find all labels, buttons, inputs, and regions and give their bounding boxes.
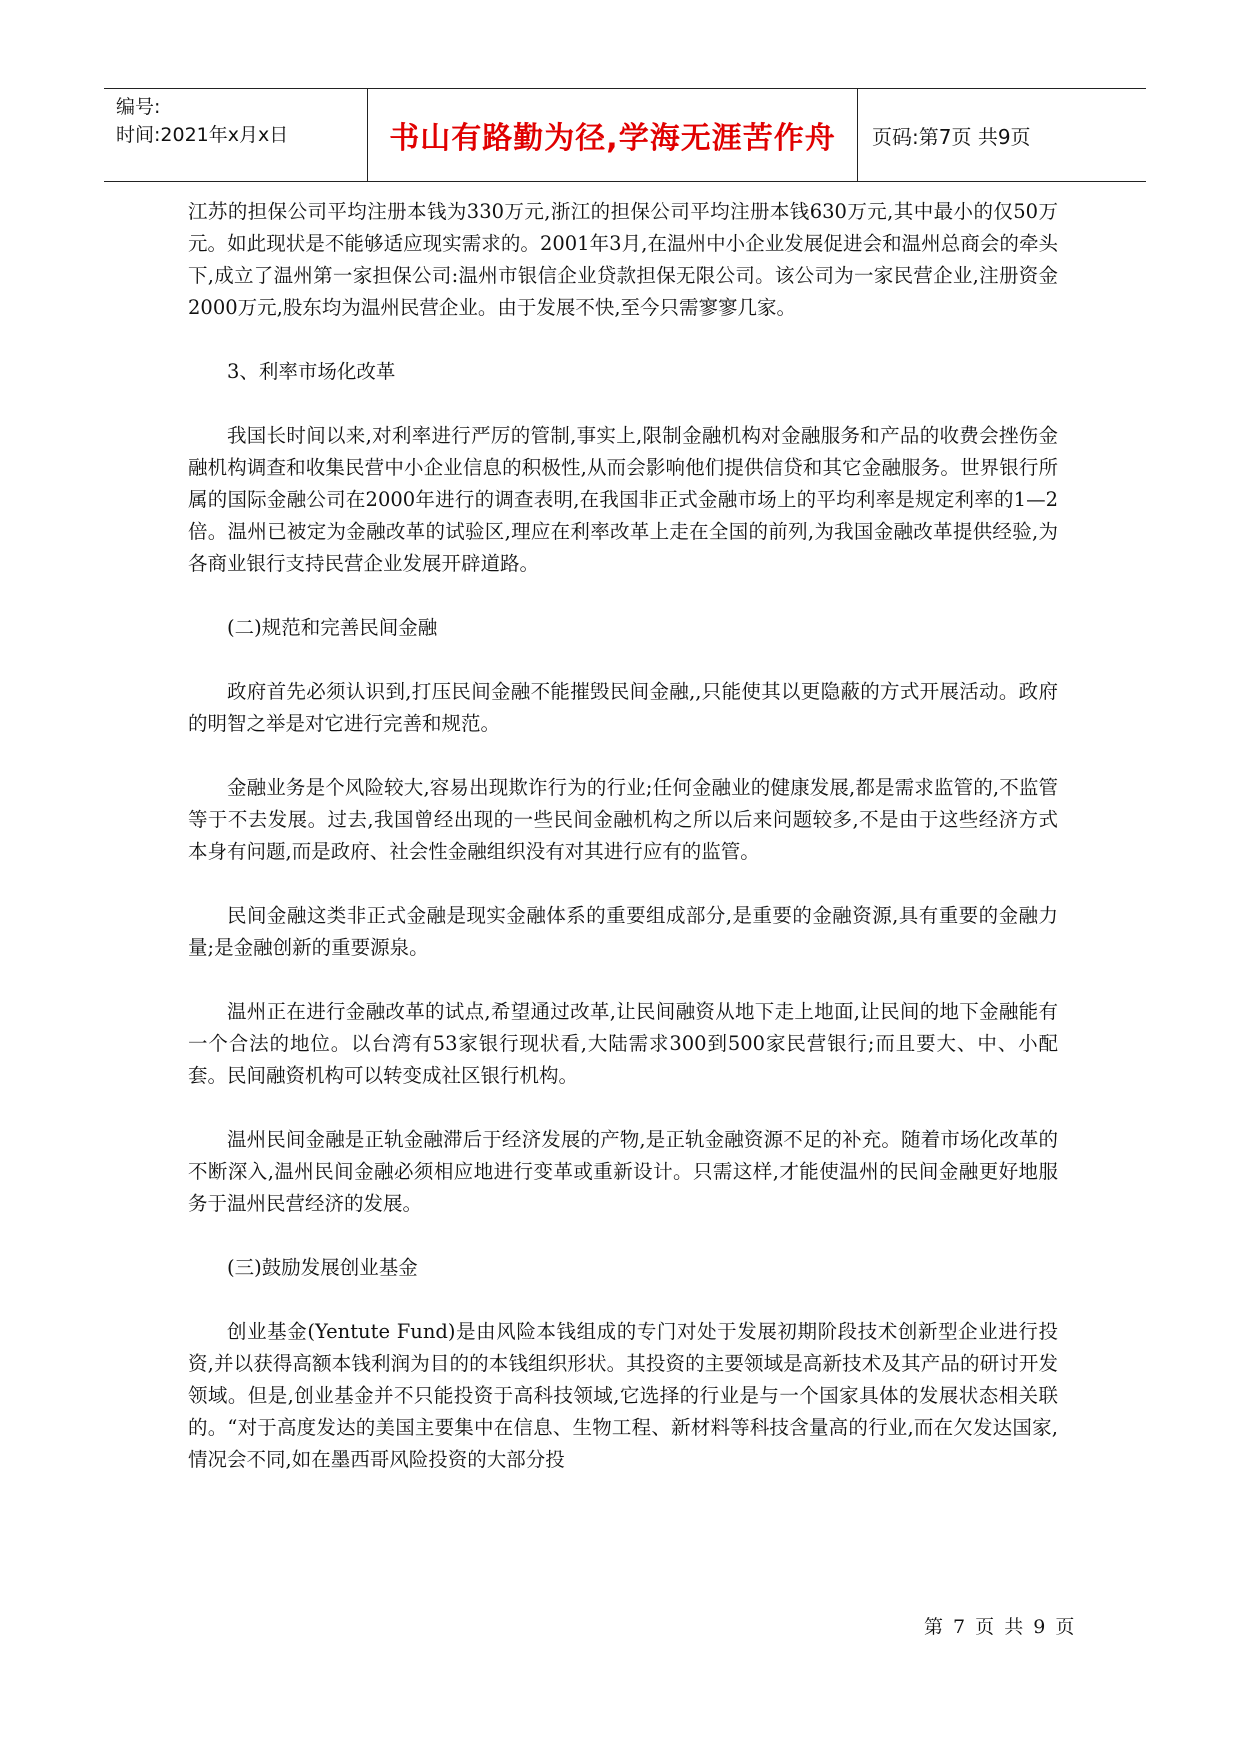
section-heading: 3、利率市场化改革 [227,360,396,383]
paragraph: 金融业务是个风险较大,容易出现欺诈行为的行业;任何金融业的健康发展,都是需求监管的,不监管等于不去发展。过去,我国曾经出现的一些民间金融机构之所以后来问题较多,不是由于这些经济方式本身有问题,而是政府、社会性金融组织没有对其进行应有的监管。 [188,776,1058,863]
time-label: 时间:2021年x月x日 [116,124,289,146]
page-header [104,88,1146,182]
body-text [188,196,1058,1508]
header-slogan: 书山有路勤为径,学海无涯苦作舟 [368,89,858,181]
section-heading: (二)规范和完善民间金融 [227,616,438,639]
header-page-code: 页码:第7页 共9页 [872,124,1031,149]
paragraph: 民间金融这类非正式金融是现实金融体系的重要组成部分,是重要的金融资源,具有重要的金融力量;是金融创新的重要源泉。 [188,904,1058,959]
paragraph: 温州正在进行金融改革的试点,希望通过改革,让民间融资从地下走上地面,让民间的地下金融能有一个合法的地位。以台湾有53家银行现状看,大陆需求300到500家民营银行;而且要大、中、小配套。民间融资机构可以转变成社区银行机构。 [188,1000,1058,1087]
section-heading: (三)鼓励发展创业基金 [227,1256,418,1279]
page-footer: 第 7 页 共 9 页 [924,1616,1077,1638]
paragraph: 政府首先必须认识到,打压民间金融不能摧毁民间金融,,只能使其以更隐蔽的方式开展活动。政府的明智之举是对它进行完善和规范。 [188,680,1058,735]
paragraph: 我国长时间以来,对利率进行严厉的管制,事实上,限制金融机构对金融服务和产品的收费会挫伤金融机构调查和收集民营中小企业信息的积极性,从而会影响他们提供信贷和其它金融服务。世界银行所属的国际金融公司在2000年进行的调查表明,在我国非正式金融市场上的平均利率是规定利率的1—2倍。温州已被定为金融改革的试验区,理应在利率改革上走在全国的前列,为我国金融改革提供经验,为各商业银行支持民营企业发展开辟道路。 [188,424,1058,575]
paragraph: 创业基金(Yentute Fund)是由风险本钱组成的专门对处于发展初期阶段技术创新型企业进行投资,并以获得高额本钱利润为目的的本钱组织形状。其投资的主要领域是高新技术及其产品的研讨开发领域。但是,创业基金并不只能投资于高科技领域,它选择的行业是与一个国家具体的发展状态相关联的。“对于高度发达的美国主要集中在信息、生物工程、新材料等科技含量高的行业,而在欠发达国家,情况会不同,如在墨西哥风险投资的大部分投 [188,1320,1058,1471]
paragraph: 江苏的担保公司平均注册本钱为330万元,浙江的担保公司平均注册本钱630万元,其中最小的仅50万元。如此现状是不能够适应现实需求的。2001年3月,在温州中小企业发展促进会和温州总商会的牵头下,成立了温州第一家担保公司:温州市银信企业贷款担保无限公司。该公司为一家民营企业,注册资金2000万元,股东均为温州民营企业。由于发展不快,至今只需寥寥几家。 [188,200,1058,319]
paragraph: 温州民间金融是正轨金融滞后于经济发展的产物,是正轨金融资源不足的补充。随着市场化改革的不断深入,温州民间金融必须相应地进行变革或重新设计。只需这样,才能使温州的民间金融更好地服务于温州民营经济的发展。 [188,1128,1058,1215]
number-label: 编号: [116,96,161,118]
header-meta [104,89,368,181]
